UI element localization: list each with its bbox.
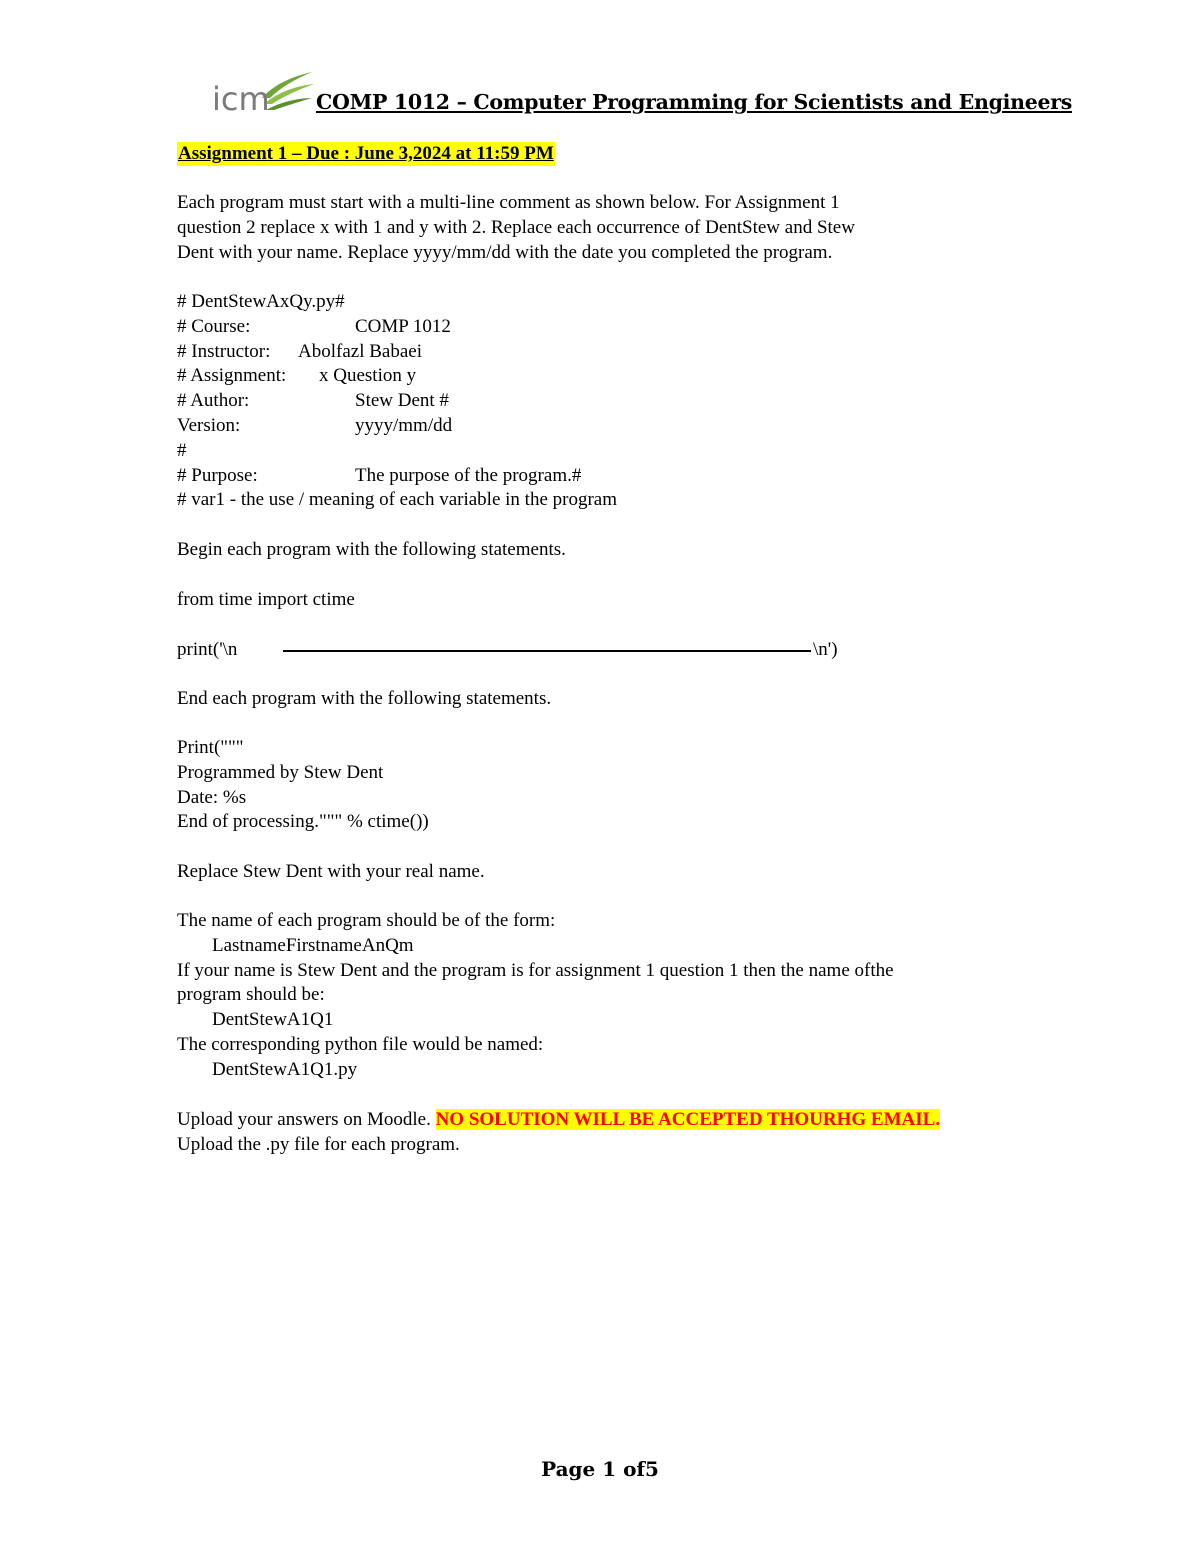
assignment-label: # Assignment: xyxy=(177,365,287,387)
replace-name-instruction xyxy=(177,860,485,885)
end-code-line: End of processing.""" % ctime()) xyxy=(177,811,429,833)
comment-instructor-line xyxy=(177,340,617,365)
naming-file-name: DentStewA1Q1.py xyxy=(212,1058,358,1080)
purpose-value: The purpose of the program.# xyxy=(355,464,582,486)
upload-line-2: Upload the .py file for each program. xyxy=(177,1133,460,1155)
upload-text: Upload your answers on Moodle. xyxy=(177,1109,431,1130)
intro-line: Each program must start with a multi-line comment as shown below. For Assignment 1 xyxy=(177,192,840,213)
begin-instructions xyxy=(177,538,566,563)
print-end: \n') xyxy=(813,639,838,660)
version-value: yyyy/mm/dd xyxy=(355,414,453,436)
icm-logo xyxy=(212,68,316,116)
logo-text: icm xyxy=(212,80,270,116)
end-code-line: Date: %s xyxy=(177,786,247,808)
import-line: from time import ctime xyxy=(177,589,355,610)
comment-author-line xyxy=(177,389,617,414)
assignment-due-heading: Assignment 1 – Due : June 3,2024 at 11:59 PM xyxy=(178,143,554,164)
naming-example-intro: If your name is Stew Dent and the program is for assignment 1 question 1 then the name ofthe xyxy=(177,959,894,981)
end-code-block xyxy=(177,736,429,835)
end-instructions xyxy=(177,687,551,712)
print-line xyxy=(177,638,838,663)
comment-var-line: # var1 - the use / meaning of each variable in the program xyxy=(177,489,617,511)
upload-section xyxy=(177,1108,940,1158)
begin-statement: Begin each program with the following statements. xyxy=(177,539,566,560)
import-code xyxy=(177,588,355,613)
comment-version-line xyxy=(177,414,617,439)
naming-form: LastnameFirstnameAnQm xyxy=(212,934,414,956)
comment-filename-line: # DentStewAxQy.py# xyxy=(177,291,345,312)
naming-intro: The name of each program should be of the form: xyxy=(177,910,556,931)
assignment-value: x Question y xyxy=(319,365,417,387)
print-start: print('\n xyxy=(177,639,238,660)
print-code xyxy=(177,638,838,663)
dash-separator xyxy=(283,650,811,652)
intro-line: question 2 replace x with 1 and y with 2. Replace each occurrence of DentStew and Stew xyxy=(177,216,855,238)
comment-block xyxy=(177,290,617,513)
intro-paragraph xyxy=(177,191,855,265)
course-title: COMP 1012 – Computer Programming for Scientists and Engineers xyxy=(316,90,1072,114)
replace-name-line: Replace Stew Dent with your real name. xyxy=(177,861,485,882)
comment-hash-line: # xyxy=(177,439,187,461)
intro-line: Dent with your name. Replace yyyy/mm/dd with the date you completed the program. xyxy=(177,241,833,263)
end-code-line: Print(""" xyxy=(177,737,244,758)
upload-line xyxy=(177,1108,940,1133)
course-value: COMP 1012 xyxy=(355,315,451,337)
end-statement: End each program with the following statements. xyxy=(177,688,552,709)
naming-section xyxy=(177,909,894,1083)
comment-course-line xyxy=(177,315,617,340)
comment-assignment-line xyxy=(177,364,617,389)
version-label: Version: xyxy=(177,414,241,436)
end-code-line: Programmed by Stew Dent xyxy=(177,761,384,783)
author-value: Stew Dent # xyxy=(355,390,449,412)
author-label: # Author: xyxy=(177,390,250,412)
naming-example-intro: program should be: xyxy=(177,984,325,1006)
instructor-value: Abolfazl Babaei xyxy=(298,340,422,362)
course-label: # Course: xyxy=(177,315,251,337)
upload-warning: NO SOLUTION WILL BE ACCEPTED THOURHG EMAIL. xyxy=(435,1109,941,1130)
page-number: Page 1 of5 xyxy=(541,1457,659,1481)
naming-example-name: DentStewA1Q1 xyxy=(212,1009,334,1031)
naming-file-intro: The corresponding python file would be named: xyxy=(177,1033,544,1055)
instructor-label: # Instructor: xyxy=(177,340,271,362)
comment-purpose-line xyxy=(177,464,617,489)
purpose-label: # Purpose: xyxy=(177,464,258,486)
